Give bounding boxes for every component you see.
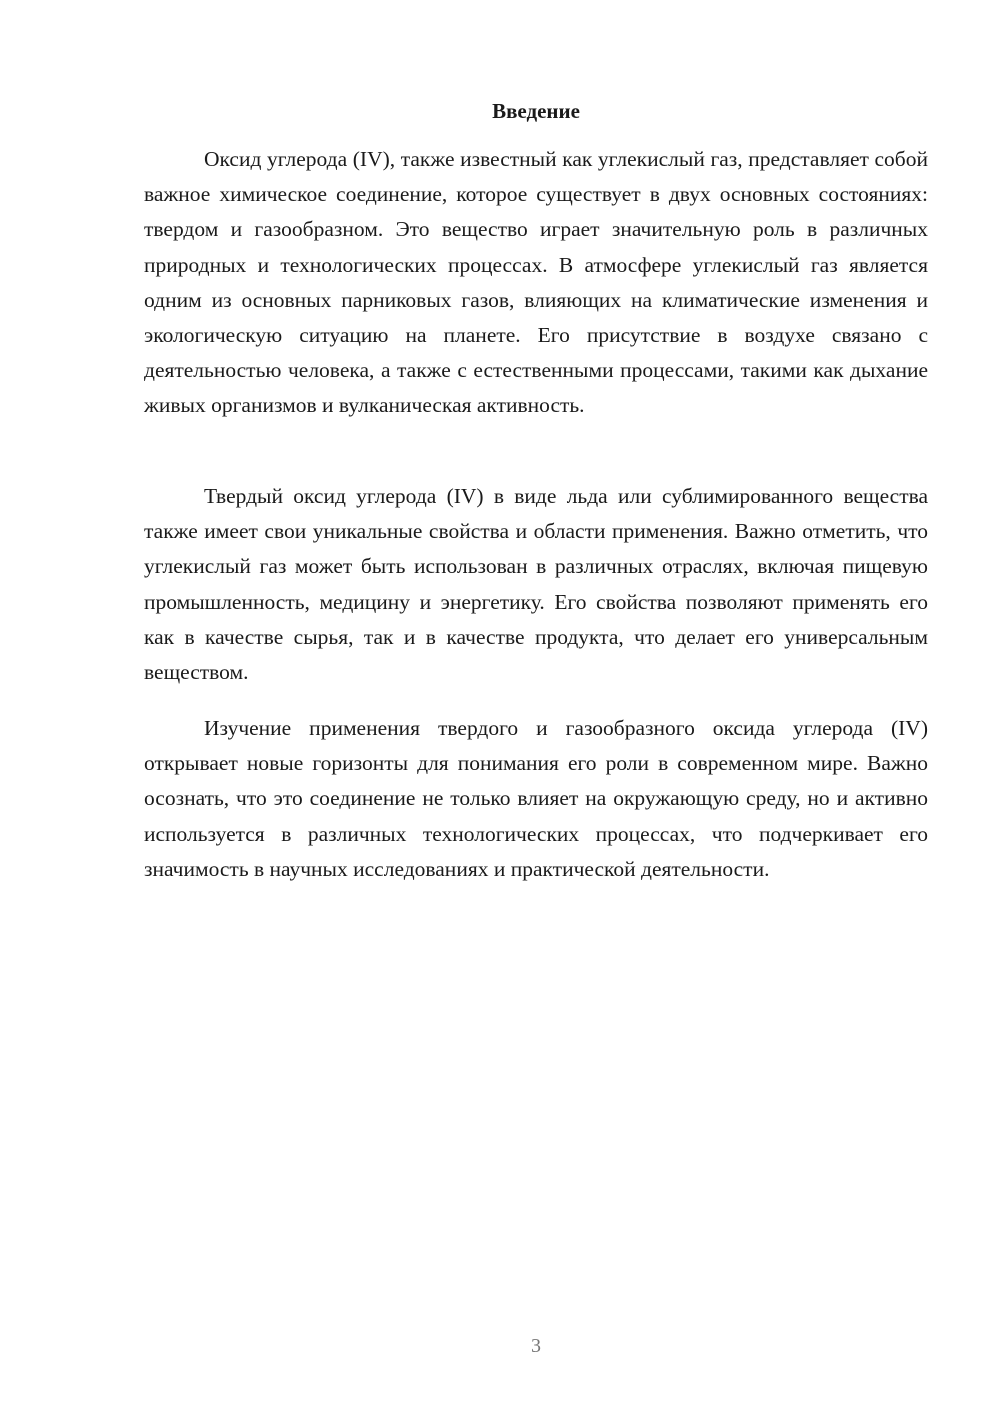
paragraph-2: Твердый оксид углерода (IV) в виде льда или сублимированного вещества также имеет свои уникальные свойства и области применения. Важно отметить, что углекислый газ может быть использован в различных отраслях, включая пищевую промышленность, медицину и энергетику. Его свойства позволяют применять его как в качестве сырья, так и в качестве продукта, что делает его универсальным веществом. (144, 484, 928, 685)
page-number: 3 (531, 1335, 541, 1357)
paragraph-3: Изучение применения твердого и газообразного оксида углерода (IV) открывает новые горизонты для понимания его роли в современном мире. Важно осознать, что это соединение не только влияет на окружающую среду, но и активно используется в различных технологических процессах, что подчеркивает его значимость в научных исследованиях и практической деятельности. (144, 716, 928, 881)
section-heading: Введение (492, 99, 580, 123)
paragraph-1: Оксид углерода (IV), также известный как углекислый газ, представляет собой важное химическое соединение, которое существует в двух основных состояниях: твердом и газообразном. Это вещество играет значительную роль в различных природных и технологических процессах. В атмосфере углекислый газ является одним из основных парниковых газов, влияющих на климатические изменения и экологическую ситуацию на планете. Его присутствие в воздухе связано с деятельностью человека, а также с естественными процессами, такими как дыхание живых организмов и вулканическая активность. (144, 147, 928, 418)
